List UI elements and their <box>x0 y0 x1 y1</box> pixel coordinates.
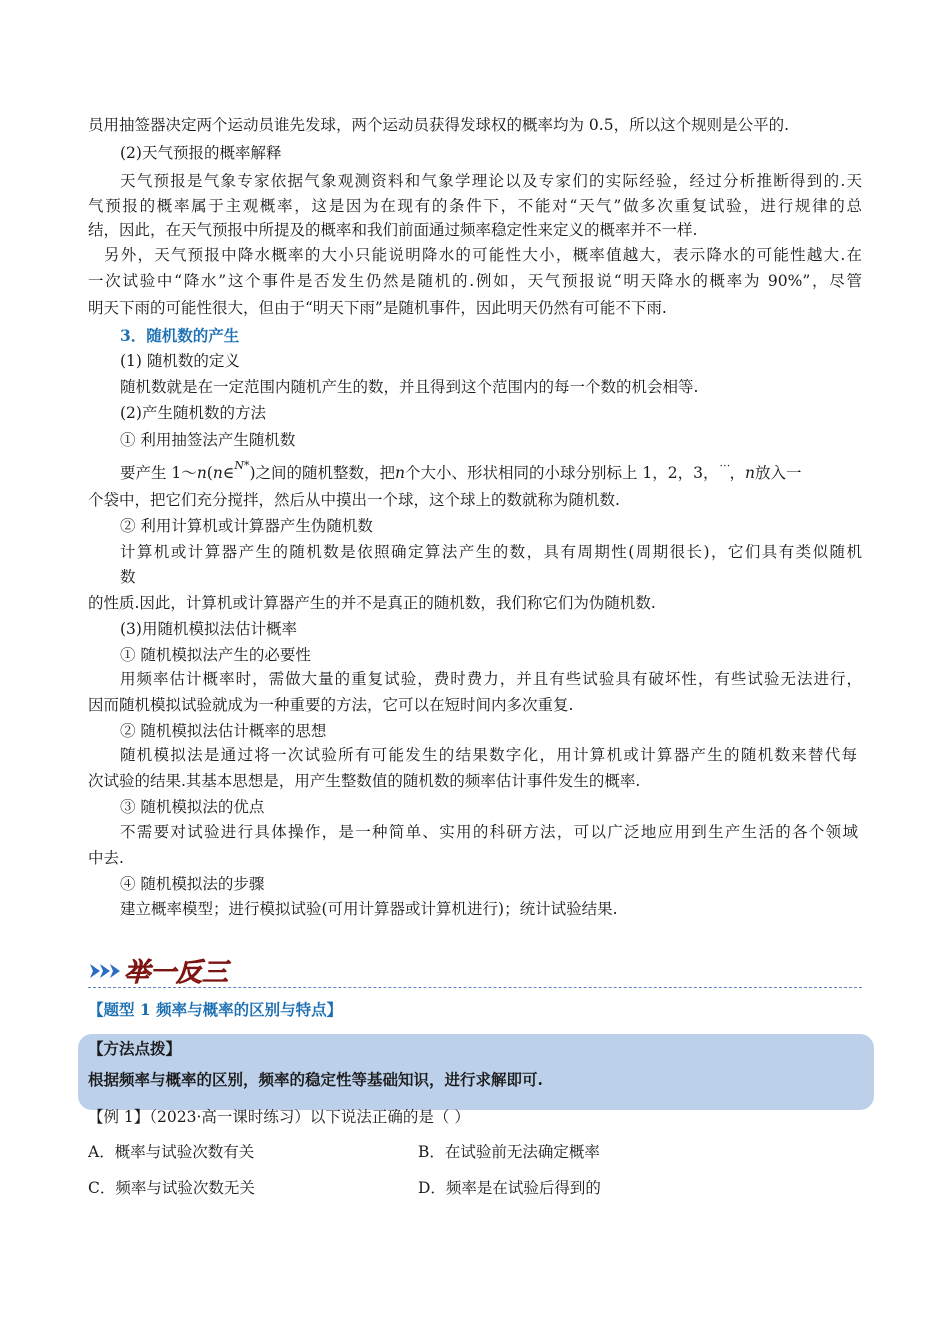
text-line: 气预报的概率属于主观概率，这是因为在现有的条件下，不能对“天气”做多次重复试验，进行规律的总 <box>88 197 862 215</box>
text-line: 随机模拟法是通过将一次试验所有可能发生的结果数字化，用计算机或计算器产生的随机数来替代每 <box>120 746 857 764</box>
text-line: 天气预报是气象专家依据气象观测资料和气象学理论以及专家们的实际经验，经过分析推断得到的.天 <box>120 172 862 190</box>
text-line: 因而随机模拟试验就成为一种重要的方法，它可以在短时间内多次重复. <box>88 696 574 714</box>
text-line: 次试验的结果.其基本思想是，用产生整数值的随机数的频率估计事件发生的概率. <box>88 772 641 790</box>
text-fragment: 个大小、形状相同的小球分别标上 1，2，3， <box>405 464 719 482</box>
text-line: 计算机或计算器产生的随机数是依照确定算法产生的数，具有周期性(周期很长)，它们具有类似随机 <box>120 543 862 561</box>
tilde-symbol: ～ <box>181 464 197 482</box>
text-fragment: )之间的随机整数，把 <box>249 464 396 482</box>
tip-text: 根据频率与概率的区别，频率的稳定性等基础知识，进行求解即可. <box>88 1070 543 1089</box>
tip-title: 【方法点拨】 <box>88 1039 182 1058</box>
text-fragment: ， <box>729 464 746 482</box>
text-line: 明天下雨的可能性很大，但由于“明天下雨”是随机事件，因此明天仍然有可能不下雨. <box>88 299 667 317</box>
subheading: ② 随机模拟法估计概率的思想 <box>120 722 327 740</box>
option-c: C．频率与试验次数无关 <box>88 1179 255 1197</box>
type-heading: 【题型 1 频率与概率的区别与特点】 <box>88 1000 343 1019</box>
text-fragment: 要产生 1 <box>120 464 182 482</box>
subheading: (2)产生随机数的方法 <box>120 404 266 422</box>
option-d: D．频率是在试验后得到的 <box>418 1179 601 1197</box>
banner-title: 举一反三 <box>124 958 229 988</box>
subheading: ② 利用计算机或计算器产生伪随机数 <box>120 517 373 535</box>
text-line: 数 <box>120 568 136 586</box>
set-N: N <box>234 459 244 472</box>
text-fragment: 放入一 <box>755 464 802 482</box>
section-banner <box>88 952 248 988</box>
var-n: n <box>745 464 756 482</box>
ellipsis-symbol: ⋯ <box>718 459 730 472</box>
subheading: (1) 随机数的定义 <box>120 352 240 370</box>
option-b: B．在试验前无法确定概率 <box>418 1143 600 1161</box>
weather-heading: (2)天气预报的概率解释 <box>120 144 282 162</box>
text-line: 另外，天气预报中降水概率的大小只能说明降水的可能性大小，概率值越大，表示降水的可能性越大.在 <box>104 246 862 264</box>
subheading: ① 随机模拟法产生的必要性 <box>120 646 311 664</box>
divider <box>88 987 862 988</box>
text-line: 不需要对试验进行具体操作，是一种简单、实用的科研方法，可以广泛地应用到生产生活的各个领域 <box>120 823 858 841</box>
var-n: n <box>395 464 405 482</box>
text-line: 建立概率模型；进行模拟试验(可用计算器或计算机进行)；统计试验结果. <box>120 900 618 918</box>
subheading: ④ 随机模拟法的步骤 <box>120 875 265 893</box>
text-line: 结，因此，在天气预报中所提及的概率和我们前面通过频率稳定性来定义的概率并不一样. <box>88 221 698 239</box>
text-fragment: ( <box>206 464 213 482</box>
option-a: A．概率与试验次数有关 <box>88 1143 255 1161</box>
element-of-symbol: ∈ <box>222 464 235 482</box>
var-n: n <box>196 464 207 482</box>
subheading: ① 利用抽签法产生随机数 <box>120 431 296 449</box>
subheading: ③ 随机模拟法的优点 <box>120 798 265 816</box>
text-line: 随机数就是在一定范围内随机产生的数，并且得到这个范围内的每一个数的机会相等. <box>120 378 699 396</box>
example-question: 【例 1】（2023·高一课时练习）以下说法正确的是（ ） <box>88 1108 470 1126</box>
text-line: 用频率估计概率时，需做大量的重复试验，费时费力，并且有些试验具有破坏性，有些试验无法进行， <box>120 670 862 688</box>
text-line: 的性质.因此，计算机或计算器产生的并不是真正的随机数，我们称它们为伪随机数. <box>88 594 656 612</box>
text-line: 员用抽签器决定两个运动员谁先发球，两个运动员获得发球权的概率均为 0.5，所以这个规则是公平的. <box>88 116 790 134</box>
text-line: 中去. <box>88 849 124 867</box>
text-line: 个袋中，把它们充分搅拌，然后从中摸出一个球，这个球上的数就称为随机数. <box>88 491 620 509</box>
section-heading: 3．随机数的产生 <box>120 326 240 345</box>
var-n: n <box>212 464 223 482</box>
triple-arrow-icon <box>90 964 120 978</box>
text-line: 一次试验中“降水”这个事件是否发生仍然是随机的.例如，天气预报说“明天降水的概率为 90%”，尽管 <box>88 272 862 290</box>
star-superscript: * <box>243 459 250 472</box>
formula-line <box>120 459 802 486</box>
subheading: (3)用随机模拟法估计概率 <box>120 620 297 638</box>
